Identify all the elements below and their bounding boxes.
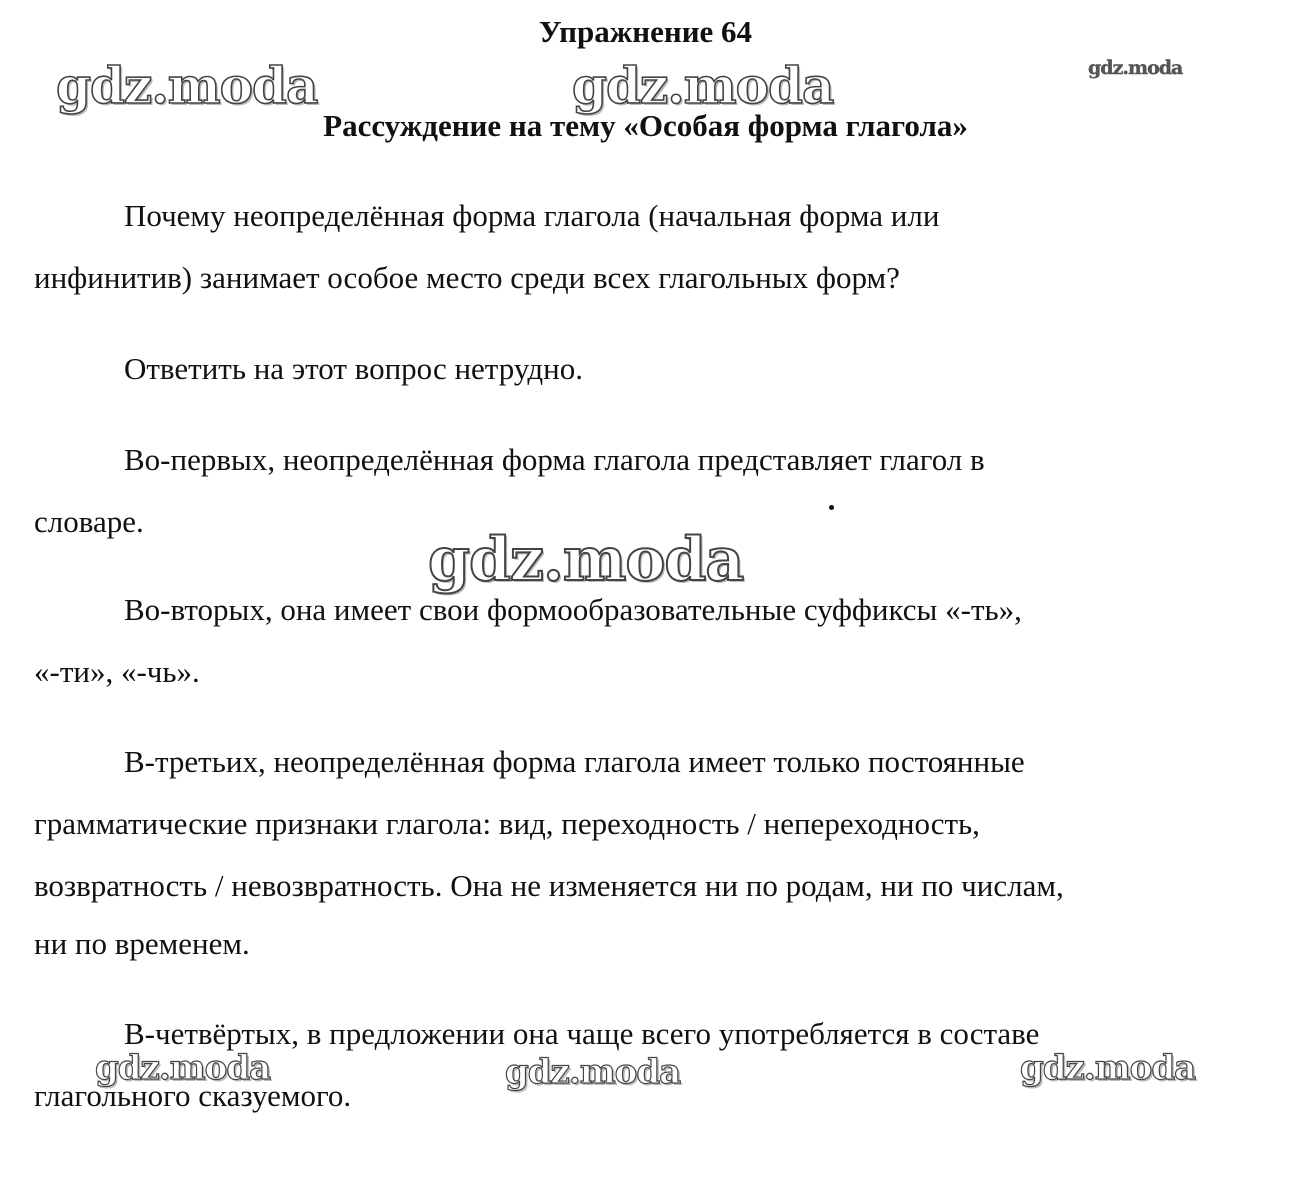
text-line: Во-вторых, она имеет свои формообразовательные суффиксы «-ть», [124,592,1022,627]
text-line: возвратность / невозвратность. Она не изменяется ни по родам, ни по числам, [34,868,1064,903]
text-line: Во-первых, неопределённая форма глагола представляет глагол в [124,442,985,477]
exercise-title: Упражнение 64 [538,14,753,49]
watermark-top-center: gdz.moda [572,56,834,115]
text-line: грамматические признаки глагола: вид, переходность / непереходность, [34,806,980,841]
text-line: глагольного сказуемого. [34,1078,352,1113]
essay-subtitle: Рассуждение на тему «Особая форма глагола» [323,108,968,143]
watermark-bottom-center: gdz.moda [505,1052,681,1092]
watermark-top-right: gdz.moda [1088,57,1183,79]
watermark-top-left: gdz.moda [56,56,318,115]
text-line: инфинитив) занимает особое место среди всех глагольных форм? [34,260,900,295]
watermark-center: gdz.moda [428,525,744,595]
text-line: словаре. [34,504,144,539]
text-line: ни по временем. [34,926,250,961]
watermark-bottom-left: gdz.moda [95,1048,271,1088]
text-line: В-четвёртых, в предложении она чаще всего употребляется в составе [124,1016,1040,1051]
text-line: Ответить на этот вопрос нетрудно. [124,351,583,386]
text-line: В-третьих, неопределённая форма глагола имеет только постоянные [124,744,1025,779]
watermark-bottom-right: gdz.moda [1020,1048,1196,1088]
text-line: «-ти», «-чь». [34,654,200,689]
text-line: Почему неопределённая форма глагола (начальная форма или [124,198,940,233]
